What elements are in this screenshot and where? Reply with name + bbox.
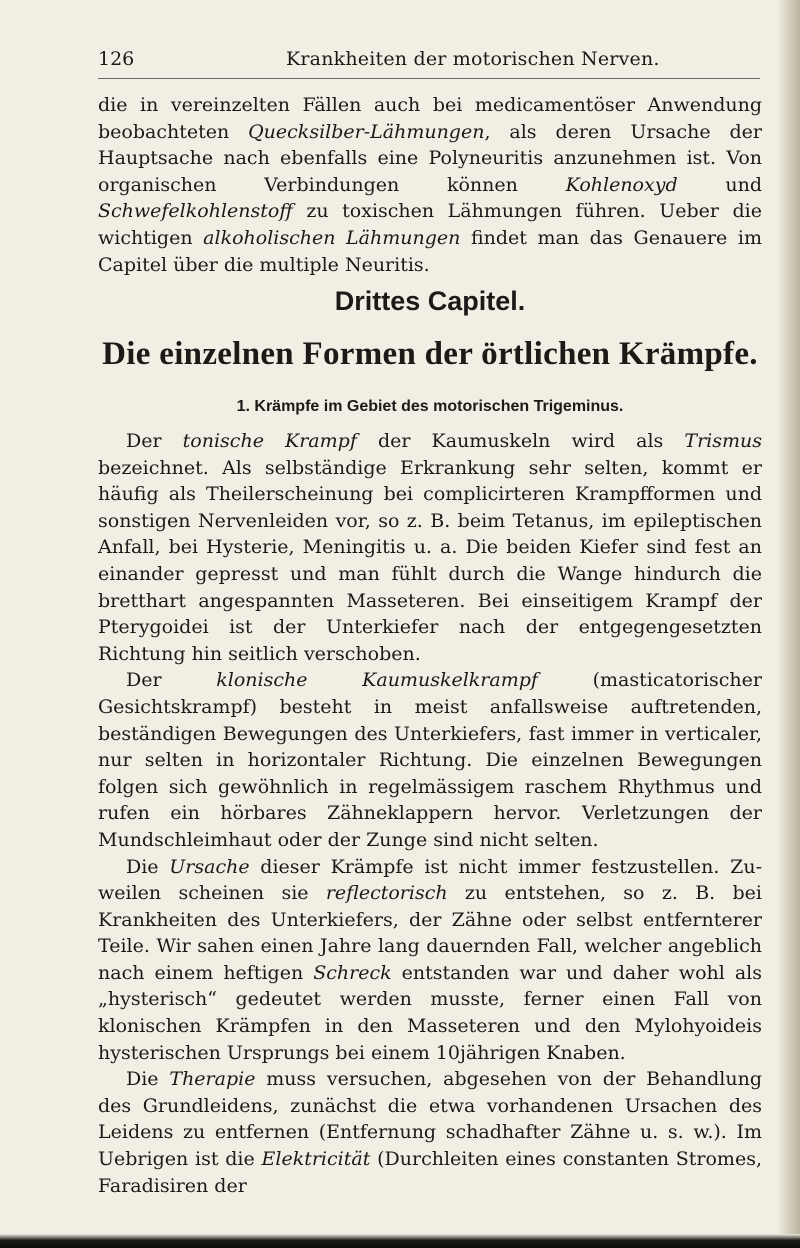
bottom-edge-shadow [0,1234,800,1248]
running-title: Krankheiten der motorischen Nerven. [286,48,660,70]
page-number: 126 [98,48,135,70]
text: zu toxischen Lähmungen führen. Ueber die wichtigen [98,200,762,249]
text: findet man das Genauere im Capitel über die multiple Neuritis. [98,226,762,276]
paragraph [98,667,762,853]
text: (Durchleiten eines constanten Stromes, Faradisiren der [98,1148,762,1197]
text: Die [126,855,170,878]
text: die in vereinzelten Fällen auch bei medicamentöser Anwendung beobachteten [98,94,762,143]
emphasis: tonische Krampf [182,430,357,452]
text: (masticatorischer Gesichtskrampf) besteht in meist anfallsweise auftretenden, beständigen Bewegungen des Unterkiefers, fast immer in verticaler, nur selten in horizontaler Richtung. Die einzelnen Bewegungen folgen sich gewöhnlich in regelmässigem raschem Rhythmus und rufen ein hörbares Zähneklappern hervor. Verletzungen der Mundschleimhaut oder der Zunge sind nicht selten. [98,669,762,851]
emphasis: Kohlenoxyd [565,173,678,196]
text: Der [126,669,217,692]
paragraph [98,854,762,1067]
text: und [677,173,762,196]
emphasis: Schreck [313,961,392,984]
chapter-label: Drittes Capitel. [334,286,526,316]
paragraph [98,92,762,278]
emphasis: Elektricität [261,1148,371,1171]
text: der Kaumuskeln wird als [356,430,685,452]
emphasis: Ursache [169,855,250,878]
running-header [98,44,758,76]
emphasis: alkoholischen Lähmungen [203,226,461,249]
text: Der [126,430,183,452]
chapter-title: Die einzelnen Formen der örtlichen Krämpfe. [102,336,758,372]
emphasis: Quecksilber-Lähmungen [248,120,485,143]
text: entstanden war und daher wohl als „hysterisch“ gedeutet werden musste, ferner einen Fall von klonischen Krämpfen in den Masseteren und den Mylohyoideis hysterischen Ursprungs bei einem 10jährigen Knaben. [98,961,763,1064]
page-edge-shadow [778,0,800,1248]
emphasis: Schwefelkohlenstoff [98,200,293,223]
emphasis: Therapie [169,1068,256,1091]
intro-paragraph [98,92,762,278]
text: zu entstehen, so z. B. bei Krankheiten des Unterkiefers, der Zähne oder selbst entfernterer Teile. Wir sahen einen Jahre lang dauernden Fall, welcher angeblich nach einem heftigen [98,882,762,984]
text: muss versuchen, abgesehen von der Behandlung des Grundleidens, zunächst die etwa vorhandenen Ursachen des Leidens zu entfernen (Entfernung schadhafter Zähne u. s. w.). Im Uebrigen ist die [98,1068,762,1171]
emphasis: reflectorisch [325,882,448,905]
paragraph [98,1066,762,1199]
header-rule [98,78,760,79]
text: bezeichnet. Als selbständige Erkrankung sehr selten, kommt er häufig als Theilerscheinung bei complicirteren Krampfformen und sonstigen Nervenleiden vor, so z. B. beim Tetanus, im epileptischen Anfall, bei Hysterie, Meningitis u. a. Die beiden Kiefer sind fest an einander gepresst und man fühlt durch die Wange hindurch die bretthart angespannten Masseteren. Bei einseitigem Krampf der Pterygoidei ist der Unterkiefer nach der entgegengesetzten Richtung hin seitlich verschoben. [98,456,762,665]
section-heading: 1. Krämpfe im Gebiet des motorischen Trigeminus. [236,398,624,415]
text: , als deren Ursache der Hauptsache nach ebenfalls eine Polyneuritis anzunehmen ist. Von organischen Verbindungen können [98,120,762,196]
section-body [98,428,762,1199]
text: dieser Krämpfe ist nicht immer festzustellen. Zuweilen scheinen sie [98,855,763,905]
emphasis: klonische Kaumuskelkrampf [216,669,538,692]
text: Die [126,1068,170,1091]
paragraph [98,428,762,667]
emphasis: Trismus [684,430,763,452]
